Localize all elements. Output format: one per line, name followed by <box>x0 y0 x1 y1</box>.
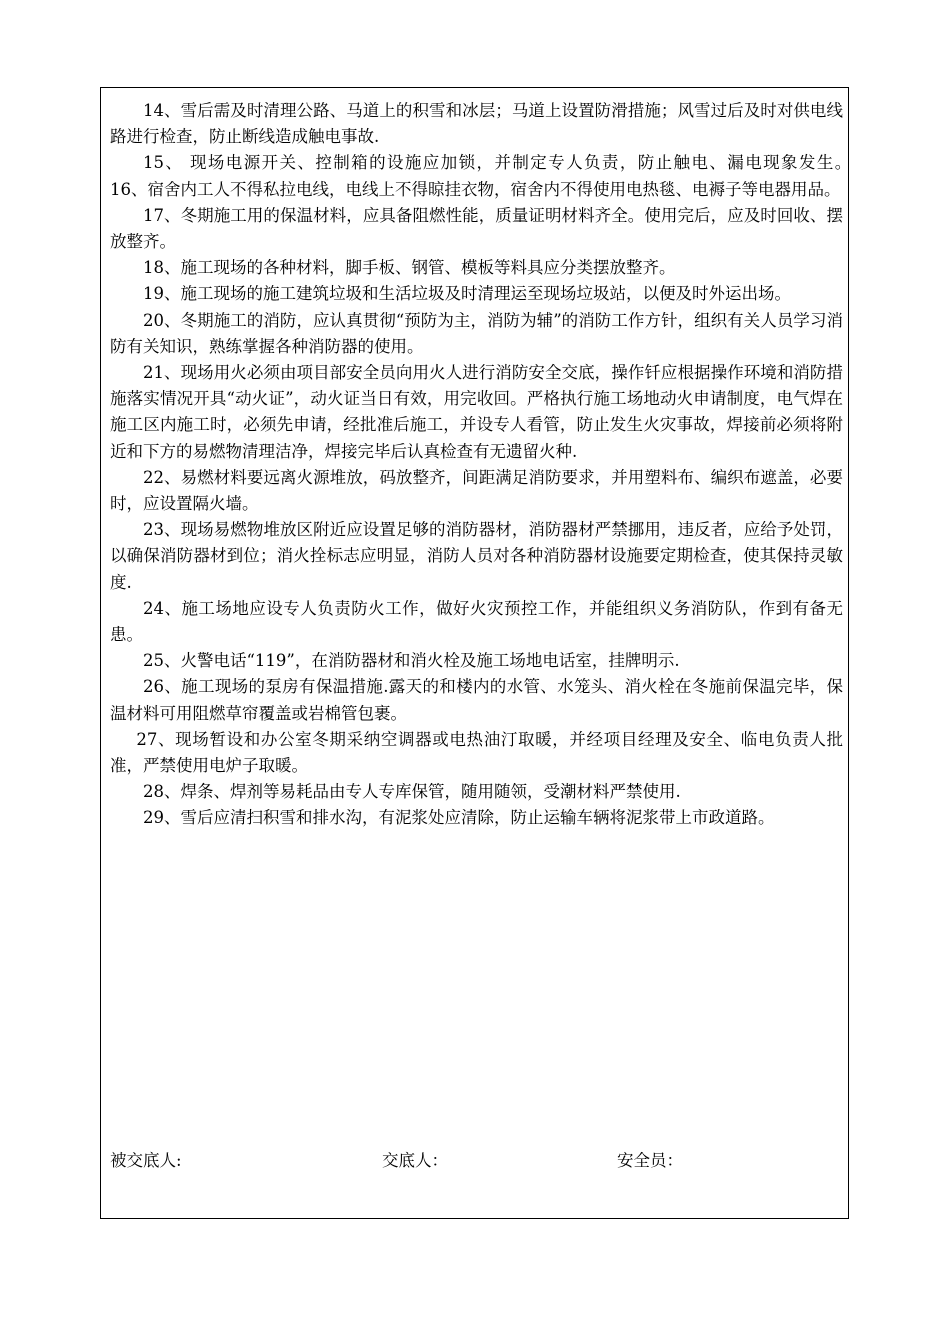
safety-briefing-body <box>110 98 876 832</box>
paragraph-item-21: 21、现场用火必须由项目部安全员向用火人进行消防安全交底，操作钎应根据操作环境和消防措施落实情况开具“动火证”，动火证当日有效，用完收回。严格执行施工场地动火申请制度，电气焊在施工区内施工时，必须先申请，经批准后施工，并设专人看管，防止发生火灾事故，焊接前必须将附近和下方的易燃物清理洁净，焊接完毕后认真检查有无遗留火种. <box>110 363 843 461</box>
recipient-signature-label: 被交底人: <box>110 1151 182 1170</box>
paragraph-item-19: 19、施工现场的施工建筑垃圾和生活垃圾及时清理运至现场垃圾站，以便及时外运出场。 <box>143 284 791 304</box>
paragraph-item-14: 14、雪后需及时清理公路、马道上的积雪和冰层；马道上设置防滑措施；风雪过后及时对供电线路进行检查，防止断线造成触电事故. <box>110 101 843 147</box>
paragraph-item-22: 22、易燃材料要远离火源堆放，码放整齐，间距满足消防要求，并用塑料布、编织布遮盖，必要时，应设置隔火墙。 <box>110 467 843 514</box>
paragraph-item-27: 27、现场暂设和办公室冬期采纳空调器或电热油汀取暖，并经项目经理及安全、临电负责人批准，严禁使用电炉子取暖。 <box>110 729 843 776</box>
paragraph-item-28: 28、焊条、焊剂等易耗品由专人专库保管，随用随领，受潮材料严禁使用. <box>143 782 681 802</box>
paragraph-item-18: 18、施工现场的各种材料，脚手板、钢管、模板等料具应分类摆放整齐。 <box>143 258 676 278</box>
paragraph-item-20: 20、冬期施工的消防，应认真贯彻“预防为主，消防为辅”的消防工作方针，组织有关人员学习消防有关知识，熟练掌握各种消防器的使用。 <box>110 310 843 356</box>
paragraph-item-25: 25、火警电话“119”，在消防器材和消火栓及施工场地电话室，挂牌明示. <box>143 651 680 671</box>
presenter-signature-label: 交底人： <box>382 1151 448 1170</box>
paragraph-item-29: 29、雪后应清扫积雪和排水沟，有泥浆处应清除，防止运输车辆将泥浆带上市政道路。 <box>143 808 775 828</box>
paragraph-item-26: 26、施工现场的泵房有保温措施.露天的和楼内的水管、水笼头、消火栓在冬施前保温完毕，保温材料可用阻燃草帘覆盖或岩棉管包裹。 <box>110 677 843 723</box>
safety-officer-signature-label: 安全员： <box>617 1151 683 1170</box>
signature-row <box>110 1148 843 1174</box>
paragraph-item-15-16: 15、 现场电源开关、控制箱的设施应加锁，并制定专人负责，防止触电、漏电现象发生。 16、宿舍内工人不得私拉电线，电线上不得晾挂衣物，宿舍内不得使用电热毯、电褥子等电器用品。 <box>110 153 876 199</box>
paragraph-item-24: 24、施工场地应设专人负责防火工作，做好火灾预控工作，并能组织义务消防队，作到有备无患。 <box>110 598 843 645</box>
paragraph-item-23: 23、现场易燃物堆放区附近应设置足够的消防器材，消防器材严禁挪用，违反者，应给予处罚，以确保消防器材到位；消火拴标志应明显，消防人员对各种消防器材设施要定期检查，使其保持灵敏度. <box>110 520 843 592</box>
paragraph-item-17: 17、冬期施工用的保温材料，应具备阻燃性能，质量证明材料齐全。使用完后，应及时回收、摆放整齐。 <box>110 205 843 252</box>
